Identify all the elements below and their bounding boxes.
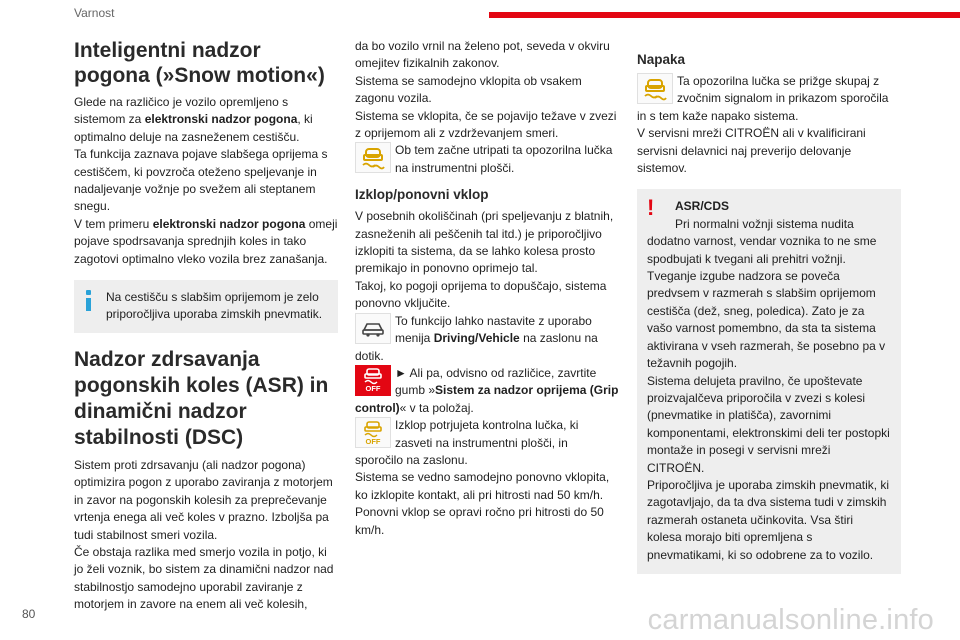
text: V tem primeru: [74, 216, 153, 231]
text: Glede na različico je vozilo opremljeno s sistemom za: [74, 95, 289, 127]
column-3: [637, 38, 901, 574]
warning-text: Priporočljiva je uporaba zimskih pnevmatik, ki zagotavljajo, da ta dva sistema tudi v zimskih razmerah ostaneta učinkovita. Vsa štiri kolesa morajo biti opremljena s pnevmatikami, ki so odobrene za to vozilo.: [647, 477, 890, 562]
text: omeji pojave spodrsavanja sprednjih koles in tako zagotovi optimalno vleko vozila brez zanašanja.: [74, 216, 338, 266]
paragraph: Ta funkcija zaznava pojave slabšega oprijema s cestiščem, ki povzroča oteženo speljevanje in nadaljevanje vožnje po svežem ali steptanem snegu.: [74, 147, 328, 214]
info-icon: [86, 290, 91, 311]
heading-fault: Napaka: [637, 52, 686, 67]
skid-fault-icon: [637, 73, 673, 104]
paragraph: V posebnih okoliščinah (pri speljevanju z blatnih, zasneženih ali peščenih tal itd.) je priporočljivo izklopiti ta sistema, da se lahko kolesa prosto premikajo in ponovno oprimejo tal.: [355, 209, 614, 276]
skid-warning-icon: [355, 142, 391, 173]
paragraph: Ob tem začne utripati ta opozorilna lučka na instrumentni plošči.: [395, 143, 613, 175]
car-settings-icon: [355, 313, 391, 344]
column-2: [355, 38, 619, 539]
paragraph: Sistema se samodejno vklopita ob vsakem zagonu vozila.: [355, 73, 582, 106]
note-text: Na cestišču s slabšim oprijemom je zelo priporočljiva uporaba zimskih pnevmatik.: [106, 290, 323, 322]
info-note: [74, 280, 338, 333]
warning-text: Pri normalni vožnji sistema nudita dodatno varnost, vendar voznika to ne sme spodbujati k tvegani ali prehitri vožnji. Tveganje izgube nadzora se poveča predvsem v razmerah s slabšim oprijemom cestišča (dež, sneg, poledica). Zato je za vašo varnost pomembno, da sta ta sistema aktivirana v vseh razmerah, še posebno pa v težavnih pogojih.: [647, 216, 886, 371]
warning-lamp-row: [355, 142, 619, 177]
warning-text: Sistema delujeta pravilno, če upoštevate proizvajalčeva priporočila v zvezi s kolesi (pnevmatike in platišča), zavornimi komponentami, elektronskimi deli ter postopki montaže in posegi v servisni mreži CITROËN.: [647, 373, 890, 475]
paragraph: Sistema se vklopita, če se pojavijo težave v zvezi z oprijemom ali z vzdrževanjem smeri.: [355, 108, 617, 141]
bold-text: elektronski nadzor pogona: [144, 112, 298, 127]
paragraph: Če obstaja razlika med smerjo vozila in potjo, ki jo želi voznik, bo sistem za dinamični nadzor nad stabilnostjo samodejno uporabil zaviranje z motorjem in zavore na enem ali več kolesih,: [74, 544, 334, 612]
off-lamp-row: [355, 417, 619, 469]
column-1: [74, 38, 338, 614]
paragraph: Ta opozorilna lučka se prižge skupaj z zvočnim signalom in prikazom sporočila in s tem kaže napako sistema.: [637, 74, 889, 123]
touchscreen-row: [355, 313, 619, 365]
paragraph: Takoj, ko pogoji oprijema to dopuščajo, sistema ponovno vključite.: [355, 278, 607, 311]
paragraph: Sistema se vedno samodejno ponovno vklopita, ko izklopite kontakt, ali pri hitrosti nad 50 km/h.: [355, 470, 610, 502]
bold-text: ASR/CDS: [675, 199, 730, 214]
text: To funkcijo lahko nastavite z uporabo menija: [395, 313, 592, 346]
paragraph: [355, 365, 619, 417]
warning-box: [637, 189, 901, 574]
paragraph: Sistem proti zdrsavanju (ali nadzor pogona) optimizira pogon z uporabo zaviranja z motorjem in zavor na pogonskih kolesih za preprečevanje vrtenja enega ali več koles v prazno. Izboljša pa tudi stabilnost smeri vozila.: [74, 457, 333, 542]
title-asr-dsc: Nadzor zdrsavanja pogonskih koles (ASR) in dinamični nadzor stabilnosti (DSC): [74, 347, 329, 449]
bold-text: Sistem za nadzor oprijema (Grip control): [355, 383, 619, 415]
section-label: Varnost: [74, 6, 115, 20]
exclamation-icon: !: [647, 195, 655, 221]
page-number: 80: [22, 607, 36, 621]
paragraph: [74, 94, 338, 146]
text: ► Ali pa, odvisno od različice, zavrtite gumb »: [395, 365, 597, 398]
grip-control-row: [355, 365, 619, 417]
paragraph: da bo vozilo vrnil na želeno pot, seveda v okviru omejitev fizikalnih zakonov.: [355, 39, 610, 71]
off-label: OFF: [365, 436, 381, 446]
warning-title: [647, 198, 891, 215]
title-snow-motion: Inteligentni nadzor pogona (»Snow motion«): [74, 39, 325, 87]
skid-off-lamp-icon: [355, 417, 391, 448]
paragraph: V servisni mreži CITROËN ali v kvalificirani servisni delavnici naj preverijo delovanje sistemov.: [637, 126, 866, 176]
header-accent-bar: [489, 12, 960, 18]
heading-off-on: Izklop/ponovni vklop: [355, 187, 489, 203]
bold-text: elektronski nadzor pogona: [152, 216, 306, 231]
text: na zaslonu na dotik.: [355, 331, 598, 363]
paragraph: Izklop potrjujeta kontrolna lučka, ki zasveti na instrumentni plošči, in sporočilo na zaslonu.: [355, 418, 579, 467]
skid-off-button-icon: [355, 365, 391, 396]
paragraph: [74, 216, 338, 268]
off-label: OFF: [365, 384, 381, 394]
text: , ki optimalno deluje na zasneženem cestišču.: [74, 112, 313, 144]
paragraph: Ponovni vklop se opravi ročno pri hitrosti do 50 km/h.: [355, 505, 604, 537]
fault-lamp-row: [637, 73, 901, 125]
bold-text: Driving/Vehicle: [433, 331, 520, 346]
paragraph: [355, 313, 619, 365]
watermark: carmanualsonline.info: [647, 604, 934, 636]
text: « v ta položaj.: [399, 400, 474, 415]
